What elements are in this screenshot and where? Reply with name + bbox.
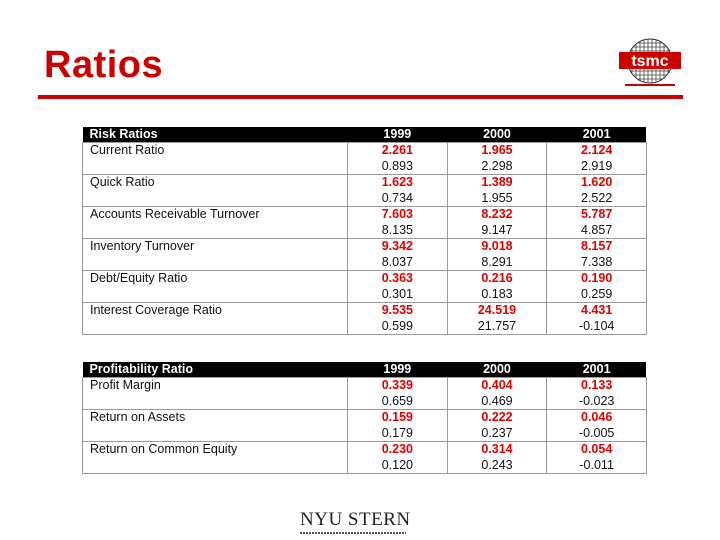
industry-value: 1.955 bbox=[481, 190, 513, 205]
company-value: 2.124 bbox=[581, 143, 613, 157]
company-value: 0.159 bbox=[381, 410, 413, 424]
value-cell bbox=[348, 303, 448, 335]
value-cell bbox=[547, 410, 647, 442]
row-label: Accounts Receivable Turnover bbox=[83, 207, 348, 239]
column-header: 2000 bbox=[447, 362, 547, 378]
value-cell bbox=[447, 442, 547, 474]
industry-value: 2.298 bbox=[481, 158, 513, 173]
company-value: 9.018 bbox=[481, 239, 513, 253]
value-cell bbox=[348, 207, 448, 239]
table-header-row bbox=[83, 362, 647, 378]
row-label: Debt/Equity Ratio bbox=[83, 271, 348, 303]
value-cell bbox=[447, 271, 547, 303]
company-value: 24.519 bbox=[477, 303, 517, 317]
industry-value: -0.005 bbox=[578, 425, 615, 440]
table-row bbox=[83, 303, 647, 335]
table-row bbox=[83, 271, 647, 303]
company-value: 0.133 bbox=[581, 378, 613, 392]
industry-value: -0.023 bbox=[578, 393, 615, 408]
value-cell bbox=[447, 239, 547, 271]
table-row bbox=[83, 378, 647, 410]
slide-title: Ratios bbox=[44, 44, 164, 86]
company-value: 0.363 bbox=[381, 271, 413, 285]
column-header: Profitability Ratio bbox=[83, 362, 348, 378]
value-cell bbox=[348, 442, 448, 474]
industry-value: 8.135 bbox=[381, 222, 413, 237]
row-label: Interest Coverage Ratio bbox=[83, 303, 348, 335]
value-cell bbox=[547, 271, 647, 303]
industry-value: -0.011 bbox=[579, 457, 614, 472]
value-cell bbox=[447, 410, 547, 442]
table-row bbox=[83, 410, 647, 442]
column-header: 2001 bbox=[547, 127, 647, 143]
table-row bbox=[83, 442, 647, 474]
company-value: 9.342 bbox=[381, 239, 413, 253]
profitability-ratio-table bbox=[82, 362, 647, 474]
industry-value: 9.147 bbox=[481, 222, 513, 237]
value-cell bbox=[447, 378, 547, 410]
table-row bbox=[83, 207, 647, 239]
column-header: 1999 bbox=[348, 362, 448, 378]
nyu-stern-logo bbox=[300, 503, 411, 537]
row-label: Inventory Turnover bbox=[83, 239, 348, 271]
value-cell bbox=[348, 239, 448, 271]
row-label: Profit Margin bbox=[83, 378, 348, 410]
industry-value: 0.301 bbox=[381, 286, 413, 301]
value-cell bbox=[447, 175, 547, 207]
company-value: 0.339 bbox=[381, 378, 413, 392]
tsmc-logo-text: tsmc bbox=[631, 53, 669, 70]
company-value: 1.623 bbox=[381, 175, 413, 189]
row-label: Return on Common Equity bbox=[83, 442, 348, 474]
industry-value: 0.659 bbox=[381, 393, 413, 408]
company-value: 0.314 bbox=[481, 442, 513, 456]
value-cell bbox=[348, 143, 448, 175]
risk-ratios-table bbox=[82, 127, 647, 335]
company-value: 0.046 bbox=[581, 410, 613, 424]
value-cell bbox=[447, 303, 547, 335]
company-value: 0.222 bbox=[481, 410, 513, 424]
row-label: Current Ratio bbox=[83, 143, 348, 175]
company-value: 2.261 bbox=[381, 143, 413, 157]
industry-value: 8.291 bbox=[481, 254, 513, 269]
company-value: 0.230 bbox=[381, 442, 413, 456]
company-value: 9.535 bbox=[381, 303, 413, 317]
row-label: Quick Ratio bbox=[83, 175, 348, 207]
nyu-stern-wordmark: NYU STERN bbox=[300, 509, 411, 530]
company-value: 5.787 bbox=[581, 207, 613, 221]
industry-value: 7.338 bbox=[581, 254, 613, 269]
risk-ratios-body bbox=[83, 143, 647, 335]
value-cell bbox=[348, 378, 448, 410]
value-cell bbox=[547, 207, 647, 239]
industry-value: 0.179 bbox=[381, 425, 413, 440]
value-cell bbox=[547, 378, 647, 410]
profitability-ratio-body bbox=[83, 378, 647, 474]
company-value: 0.190 bbox=[581, 271, 613, 285]
industry-value: 0.183 bbox=[481, 286, 513, 301]
value-cell bbox=[547, 175, 647, 207]
column-header: Risk Ratios bbox=[83, 127, 348, 143]
value-cell bbox=[447, 207, 547, 239]
value-cell bbox=[547, 442, 647, 474]
industry-value: 2.522 bbox=[581, 190, 613, 205]
industry-value: 0.893 bbox=[381, 158, 413, 173]
table-row bbox=[83, 143, 647, 175]
table-header-row bbox=[83, 127, 647, 143]
company-value: 0.054 bbox=[581, 442, 613, 456]
company-value: 7.603 bbox=[381, 207, 413, 221]
industry-value: 0.259 bbox=[581, 286, 613, 301]
industry-value: 0.243 bbox=[481, 457, 513, 472]
industry-value: 0.599 bbox=[381, 318, 413, 333]
company-value: 0.216 bbox=[481, 271, 513, 285]
nyu-stern-tagline-rule bbox=[300, 532, 406, 534]
value-cell bbox=[348, 271, 448, 303]
industry-value: -0.104 bbox=[578, 318, 615, 333]
industry-value: 21.757 bbox=[477, 318, 517, 333]
value-cell bbox=[547, 143, 647, 175]
company-value: 8.232 bbox=[481, 207, 513, 221]
industry-value: 0.237 bbox=[481, 425, 513, 440]
industry-value: 0.734 bbox=[381, 190, 413, 205]
industry-value: 2.919 bbox=[581, 158, 613, 173]
industry-value: 4.857 bbox=[581, 222, 613, 237]
company-value: 1.965 bbox=[481, 143, 513, 157]
value-cell bbox=[348, 410, 448, 442]
value-cell bbox=[547, 303, 647, 335]
tsmc-logo bbox=[617, 37, 683, 88]
value-cell bbox=[447, 143, 547, 175]
title-underline bbox=[38, 95, 683, 99]
column-header: 2000 bbox=[447, 127, 547, 143]
column-header: 1999 bbox=[348, 127, 448, 143]
company-value: 0.404 bbox=[481, 378, 513, 392]
industry-value: 0.120 bbox=[381, 457, 413, 472]
table-row bbox=[83, 175, 647, 207]
value-cell bbox=[348, 175, 448, 207]
value-cell bbox=[547, 239, 647, 271]
column-header: 2001 bbox=[547, 362, 647, 378]
company-value: 1.620 bbox=[581, 175, 613, 189]
company-value: 1.389 bbox=[481, 175, 513, 189]
company-value: 4.431 bbox=[581, 303, 613, 317]
industry-value: 0.469 bbox=[481, 393, 513, 408]
industry-value: 8.037 bbox=[381, 254, 413, 269]
company-value: 8.157 bbox=[581, 239, 613, 253]
row-label: Return on Assets bbox=[83, 410, 348, 442]
table-row bbox=[83, 239, 647, 271]
